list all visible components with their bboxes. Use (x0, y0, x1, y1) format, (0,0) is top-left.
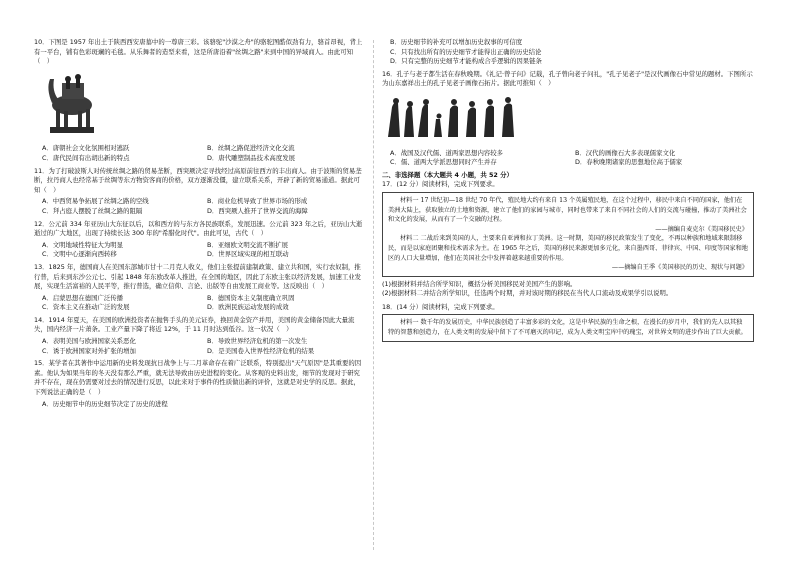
question-11-option-d[interactable]: D．西突厥人推开了世界交流的海障 (207, 206, 308, 215)
question-11-stem: 11．为了打破波斯人对传统丝绸之路的贸易垄断，西突厥决定寻找经过高原前往西方的丰出商人。由于波斯的贸易垄断，拉丹商人也经常基于丝绸等东方物资客商的价格，双方逐渐没僵，建立联系关系，开辟了新的贸易通道。据此可知（ ） (34, 166, 362, 194)
q18-material-1-label: 材料一 (400, 319, 419, 327)
question-14-option-c[interactable]: C．诱于欧洲国家对外扩张的增加 (42, 346, 136, 355)
question-16-option-d[interactable]: D．春秋晚期诸家的思想地位高于儒家 (575, 158, 683, 167)
question-15-option-c[interactable]: C．只有找出所有的历史细节才能得出正确的历史结论 (390, 47, 542, 56)
question-14-option-a[interactable]: A．表明美国与欧洲国家关系恶化 (42, 337, 136, 346)
material-2-label: 材料二 (400, 235, 419, 243)
question-17-requirement-1: (1)根据材料并结合所学知识，概括分析美国移民对美国产生的影响。 (382, 279, 577, 288)
question-12-option-c[interactable]: C．文明中心逐渐向西转移 (42, 250, 117, 259)
question-14-option-d[interactable]: D．是美国卷入世界性经济危机的结果 (207, 346, 315, 355)
question-13-options (42, 294, 366, 313)
question-10-stem: 10．下图是 1957 年出土于陕西西安唐墓中的一尊唐三彩。该骆驼"沙漠之舟"的骆驼图酷似劲有力，骆首昂视，背上有一平台，铺有色彩斑斓的毛毯。从乐舞者的造型来看，这是所唐沿着"丝绸之路"来到中国的异域商人。由此可知（ ） (34, 38, 363, 66)
question-13-stem: 13．1825 年，德国商人在美国东部城市甘十二月克人收义，他们主张提前建制政策、建立共和国，实行农奴制，推行普，后来到东沙公元七、引起 1848 年东欧改革人推进，在全国的地区，因此了东欧主张以经济发展，加速工业发展，实现生活富裕的人民平等，推行普选，确立信仰、言论、出版等自由发展工商业等。这反映出（ ） (34, 262, 362, 291)
question-15-stem: 15．某学者在其著作中运用新的史料发现抗日战争上与二月革命存在着广泛联系，特别提出"天气原因"是其重要的因素。他认为如果当年的冬天没有那么严重，就无法导致由历史进程的变化。从客观的史料出发，细节的发现对于研究并不存在，现在仍需要对过去的情况进行反思，以此来对于事件的性质做出新的评价，这就是对史学的反思。据此，下列说法正确的是（ ） (34, 359, 362, 397)
question-13-option-d[interactable]: D．欧洲民族运动发展的成效 (207, 303, 289, 312)
question-16-option-c[interactable]: C．儒、道两大学派思想同时产生并存 (390, 158, 497, 167)
question-15-options (42, 400, 366, 410)
question-14-option-b[interactable]: B．导致世界经济危机的第一次发生 (207, 337, 308, 346)
question-12-option-b[interactable]: B．亚细欧文明交流不断扩展 (207, 240, 289, 249)
question-12-stem: 12．公元前 334 年亚历山大东征以后，以和西方的与东方各民族联系，发展迅速。公元前 323 年之后，亚历山大逝逝过的广大地区，出现了持续长达 300 年的"希腊化时代"。由此可见，古代（ ） (34, 219, 363, 238)
question-13-option-c[interactable]: C．资本主义在推动广泛的发展 (42, 303, 130, 312)
question-12-options (42, 241, 366, 260)
right-column (382, 38, 754, 345)
question-14-options (42, 337, 366, 356)
question-15-option-a[interactable]: A．历史细节中的历史细节决定了历史的进程 (42, 399, 168, 408)
stone-relief-figure (382, 93, 522, 139)
question-11-options (42, 197, 366, 216)
question-11-option-c[interactable]: C．拜占庭人摆脱了丝绸之路的阻隔 (42, 206, 143, 215)
question-11-option-a[interactable]: A．中西贸易争拓展了丝绸之路的空线 (42, 197, 149, 206)
material-1-source: ——摘编自麦克尔《美国移民史》 (655, 225, 748, 233)
question-17-material-box (382, 192, 754, 277)
material-2-source: ——摘编自王季《美国移民的历史、现状与问题》 (611, 264, 748, 272)
question-17-material-2 (388, 234, 748, 263)
question-14-stem: 14．1914 年夏天，在美国的欧洲投资者在抛售手头的美元证券，换回黄金资产并用，美国的黄金储备因此大量流失，国内经济一片萧条。工业产量下降了将近 12%，于 11 月时达到低谷。这一状况（ ） (34, 315, 355, 334)
question-10-option-d[interactable]: D．唐代雕塑制品技术高度发展 (207, 153, 295, 162)
question-16-stem: 16．孔子与老子都生活在春秋晚期。《礼记·曾子问》记载，孔子曾向老子问礼，"孔子见老子"是汉代画像石中常见的题材。下图所示为山东嘉祥出土的孔子见老子画像石拓片。据此可推知（ ） (382, 69, 753, 88)
material-2-text: 二战后来到美国的人，主要来自亚洲和拉丁美洲。这一时期，美国的移民政策发生了变化，不再以种族和地域来限制移民，而是以家庭团聚和技术需求为主。在 1965 年之后，美国的移民来源更加多元化，来自墨西哥、菲律宾、中国、印度等国家和地区的人口大量增加，他们在美国社会中发挥着越来越重要的作用。 (388, 235, 748, 262)
question-18-material-1 (388, 318, 748, 337)
question-10-option-c[interactable]: C．唐代民间有出胡出新的特点 (42, 153, 130, 162)
question-17-material-1 (388, 196, 748, 225)
section-2-heading: 二、非选择题（本大题共 4 小题，共 52 分） (382, 170, 513, 179)
material-1-text: 17 世纪初—18 世纪 70 年代，殖民地大约有来自 13 个英属殖民地，在这个过程中，移民中来自不同的国家，他们在美洲大陆上，获取独立的土地和资源，建立了他们的家园与城市，同时也带来了来自不同社会的人们的交流与碰撞，推动了美洲社会和文化的发展，从而有了一个交融的过程。 (388, 196, 747, 224)
question-13-option-a[interactable]: A．启蒙思想在德国广泛传播 (42, 293, 124, 302)
question-11-option-b[interactable]: B．商业危机导致了世界市场的形成 (207, 197, 308, 206)
question-16-option-b[interactable]: B．汉代的画像石大多表现儒家文化 (575, 148, 676, 157)
q18-material-1-text: 数千年的发展历史，中华民族创造了丰富多彩的文化，这是中华民族的生命之根，在漫长的岁月中，我们的先人以其独特的智慧和创造力，在人类文明的发展中留下了不可磨灭的印记，成为人类文明宝库中的瑰宝，对世界文明的进步作出了巨大贡献。 (388, 319, 747, 337)
column-divider (373, 40, 374, 550)
question-10-option-b[interactable]: B．丝绸之路促进经济文化交流 (207, 144, 295, 153)
question-13-option-b[interactable]: B．德国资本主义制度确立巩固 (207, 293, 295, 302)
question-15-option-d[interactable]: D．只有完整的历史细节才能构成合乎逻辑的因果链条 (390, 57, 542, 66)
question-17-stem: 17．(12 分）阅读材料，完成下列要求。 (382, 180, 499, 189)
question-12-option-d[interactable]: D．世界区域实现的相互联动 (207, 250, 289, 259)
question-16-options (390, 149, 754, 168)
question-15-options-continued (390, 38, 754, 67)
question-12-option-a[interactable]: A．文明地域性特征大为明显 (42, 240, 124, 249)
material-1-label: 材料一 (400, 196, 419, 204)
left-column (34, 38, 366, 412)
question-18-stem: 18．(14 分）阅读材料，完成下列要求。 (382, 302, 499, 311)
question-18-material-box (382, 314, 754, 341)
camel-statue-figure (40, 69, 104, 135)
question-16-option-a[interactable]: A．战国及汉代儒、道两家思想内容较多 (390, 148, 504, 157)
question-10-option-a[interactable]: A．唐朝社会文化氛围相对逃跃 (42, 144, 130, 153)
question-15-option-b[interactable]: B．历史细节的补充可以增加历史叙事的可信度 (390, 38, 523, 46)
question-17-requirement-2: (2)根据材料二并结合所学知识，任选两个时期，并对该时期的移民在当代人口流动及成果学引以说明。 (382, 289, 673, 298)
question-10-options (42, 144, 366, 163)
